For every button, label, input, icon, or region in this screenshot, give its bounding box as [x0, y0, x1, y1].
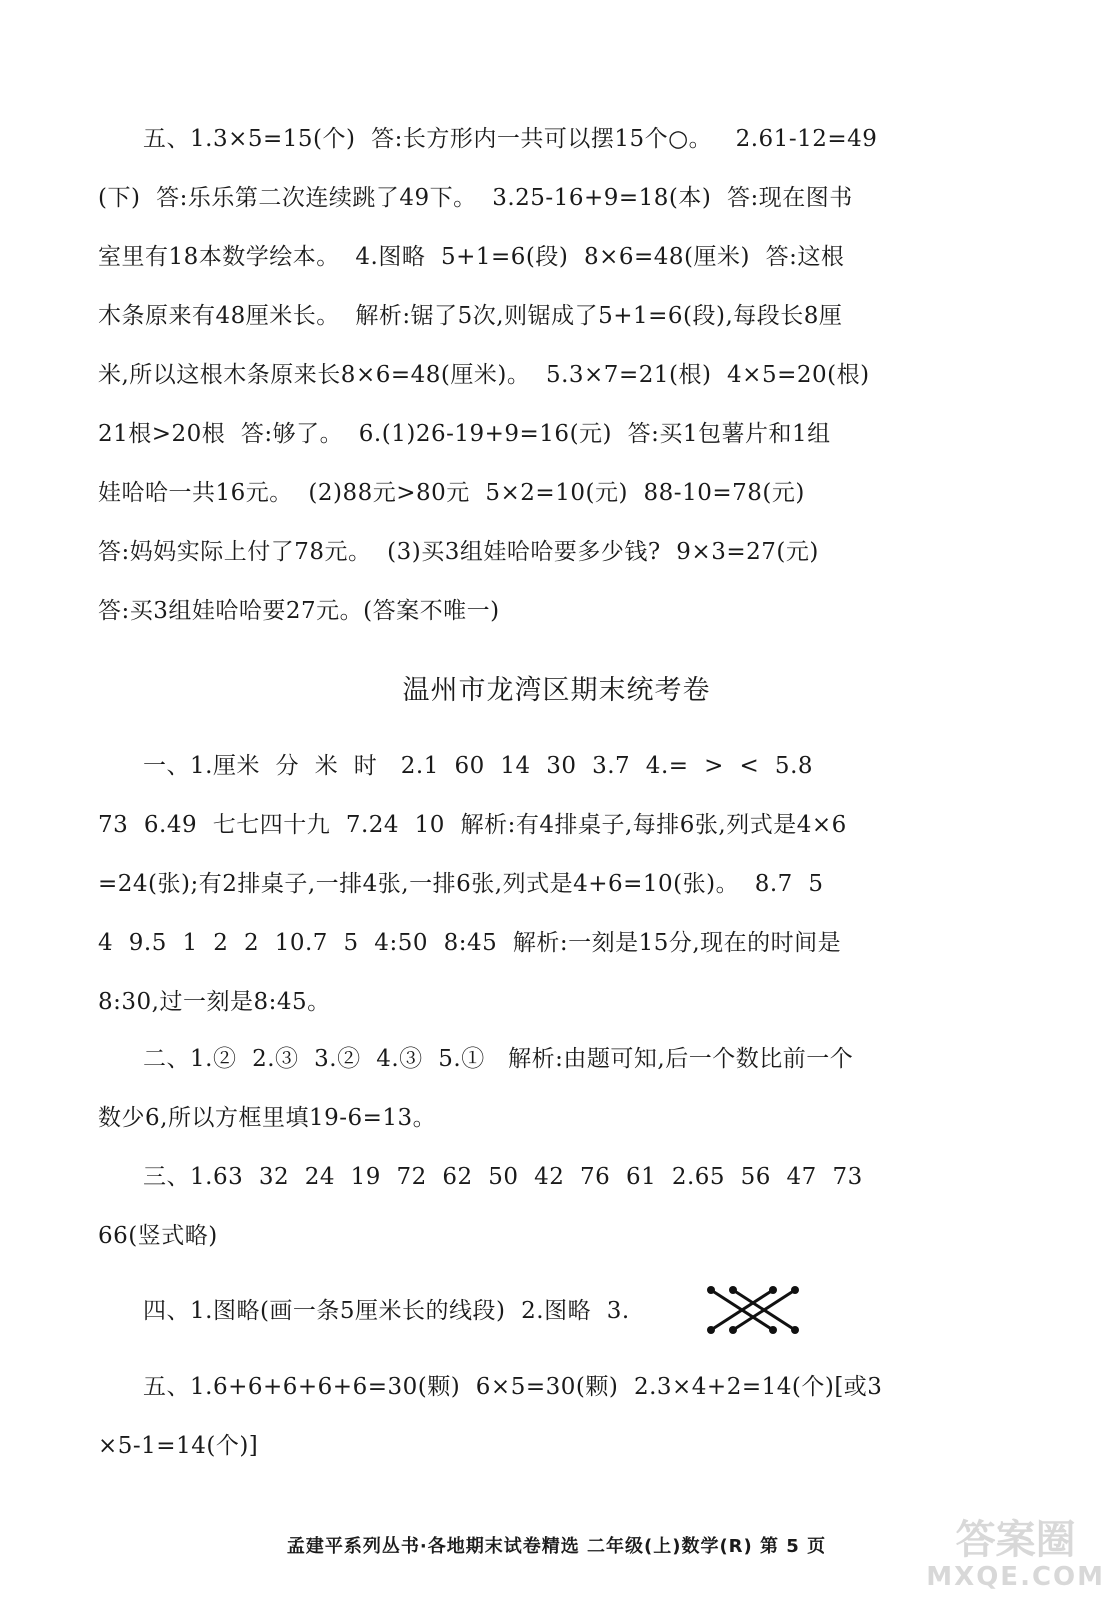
text-line: 8:30,过一刻是8:45。	[98, 989, 331, 1015]
text-line: 木条原来有48厘米长。 解析:锯了5次,则锯成了5+1=6(段),每段长8厘	[98, 303, 843, 329]
page-footer: 孟建平系列丛书·各地期末试卷精选 二年级(上)数学(R) 第 5 页	[286, 1536, 827, 1557]
answers-part-1	[98, 110, 998, 641]
section-title: 温州市龙湾区期末统考卷	[402, 675, 711, 706]
answers-section-two	[98, 1030, 998, 1148]
text-line: 五、1.6+6+6+6+6=30(颗) 6×5=30(颗) 2.3×4+2=14(个)[或3	[143, 1374, 883, 1400]
text-line: 三、1.63 32 24 19 72 62 50 42 76 61 2.65 56 47 73	[143, 1164, 863, 1190]
connection-diagram	[703, 1282, 803, 1338]
text-line: 答:买3组娃哈哈要27元。(答案不唯一)	[98, 598, 500, 624]
text-line: 娃哈哈一共16元。 (2)88元>80元 5×2=10(元) 88-10=78(元)	[98, 480, 805, 506]
text-line: 四、1.图略(画一条5厘米长的线段) 2.图略 3.	[143, 1298, 630, 1324]
answers-section-one	[98, 737, 998, 1032]
watermark-bottom: MXQE.COM	[926, 1562, 1105, 1592]
text-line: 66(竖式略)	[98, 1223, 218, 1249]
text-line: 室里有18本数学绘本。 4.图略 5+1=6(段) 8×6=48(厘米) 答:这根	[98, 244, 845, 270]
text-line: 数少6,所以方框里填19-6=13。	[98, 1105, 437, 1131]
text-line: (下) 答:乐乐第二次连续跳了49下。 3.25-16+9=18(本) 答:现在图书	[98, 185, 853, 211]
answers-section-five	[98, 1358, 998, 1476]
answers-section-four	[98, 1282, 998, 1341]
text-line: ×5-1=14(个)]	[98, 1433, 259, 1459]
text-line: 一、1.厘米 分 米 时 2.1 60 14 30 3.7 4.= > < 5.8	[143, 753, 814, 779]
text-line: =24(张);有2排桌子,一排4张,一排6张,列式是4+6=10(张)。 8.7 5	[98, 871, 824, 897]
answers-section-three	[98, 1148, 998, 1266]
text-line: 答:妈妈实际上付了78元。 (3)买3组娃哈哈要多少钱? 9×3=27(元)	[98, 539, 819, 565]
text-line: 二、1.② 2.③ 3.② 4.③ 5.① 解析:由题可知,后一个数比前一个	[143, 1046, 854, 1072]
watermark-top: 答案圈	[955, 1517, 1076, 1563]
text-line: 米,所以这根木条原来长8×6=48(厘米)。 5.3×7=21(根) 4×5=20(根)	[98, 362, 870, 388]
text-line: 21根>20根 答:够了。 6.(1)26-19+9=16(元) 答:买1包薯片和1组	[98, 421, 831, 447]
text-line: 4 9.5 1 2 2 10.7 5 4:50 8:45 解析:一刻是15分,现在的时间是	[98, 930, 842, 956]
text-line: 73 6.49 七七四十九 7.24 10 解析:有4排桌子,每排6张,列式是4×6	[98, 812, 847, 838]
watermark-logo	[926, 1518, 1105, 1592]
text-line: 五、1.3×5=15(个) 答:长方形内一共可以摆15个○。 2.61-12=49	[143, 126, 878, 152]
